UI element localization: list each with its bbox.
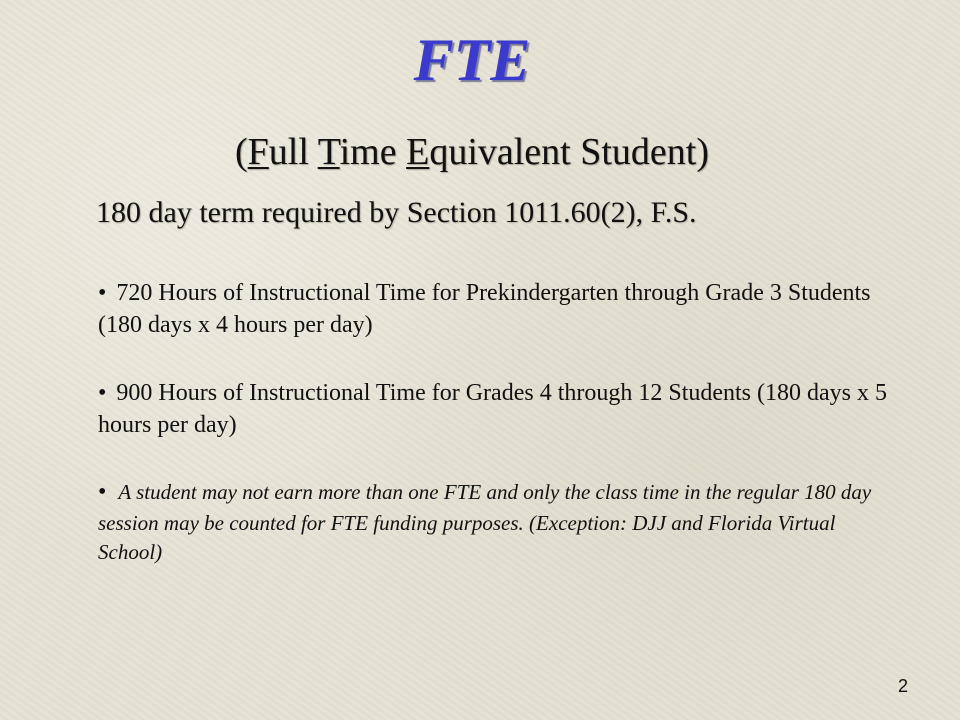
subtitle-open-paren: ( xyxy=(234,131,248,173)
bullet-item-prek-grade3 xyxy=(98,277,898,342)
bullet-item-grades4-12 xyxy=(98,377,898,442)
subtitle-word-equivalent: quivalent Student) xyxy=(429,131,709,173)
bullet-dot-icon: • xyxy=(98,280,107,306)
bullet-item-fte-limit xyxy=(98,476,888,567)
bullet-dot-icon: • xyxy=(98,380,107,406)
term-requirement: 180 day term required by Section 1011.60(2), F.S. xyxy=(96,196,697,229)
slide-title: FTE xyxy=(413,27,531,93)
subtitle-initial-f: F xyxy=(247,131,269,173)
bullet-text: 720 Hours of Instructional Time for Prekindergarten through Grade 3 Students (180 days x 4 hours per day) xyxy=(98,280,871,339)
subtitle-word-full: ull xyxy=(268,131,318,173)
bullet-dot-icon: • xyxy=(98,479,107,505)
subtitle-word-time: ime xyxy=(339,131,407,173)
bullet-text: A student may not earn more than one FTE and only the class time in the regular 180 day session may be counted for FTE funding purposes. (Exception: DJJ and Florida Virtual School) xyxy=(98,480,872,565)
subtitle-initial-t: T xyxy=(317,131,340,173)
subtitle-initial-e: E xyxy=(406,131,430,173)
page-number: 2 xyxy=(897,676,908,696)
bullet-text: 900 Hours of Instructional Time for Grades 4 through 12 Students (180 days x 5 hours per day) xyxy=(98,380,888,439)
slide-subtitle xyxy=(0,132,944,174)
